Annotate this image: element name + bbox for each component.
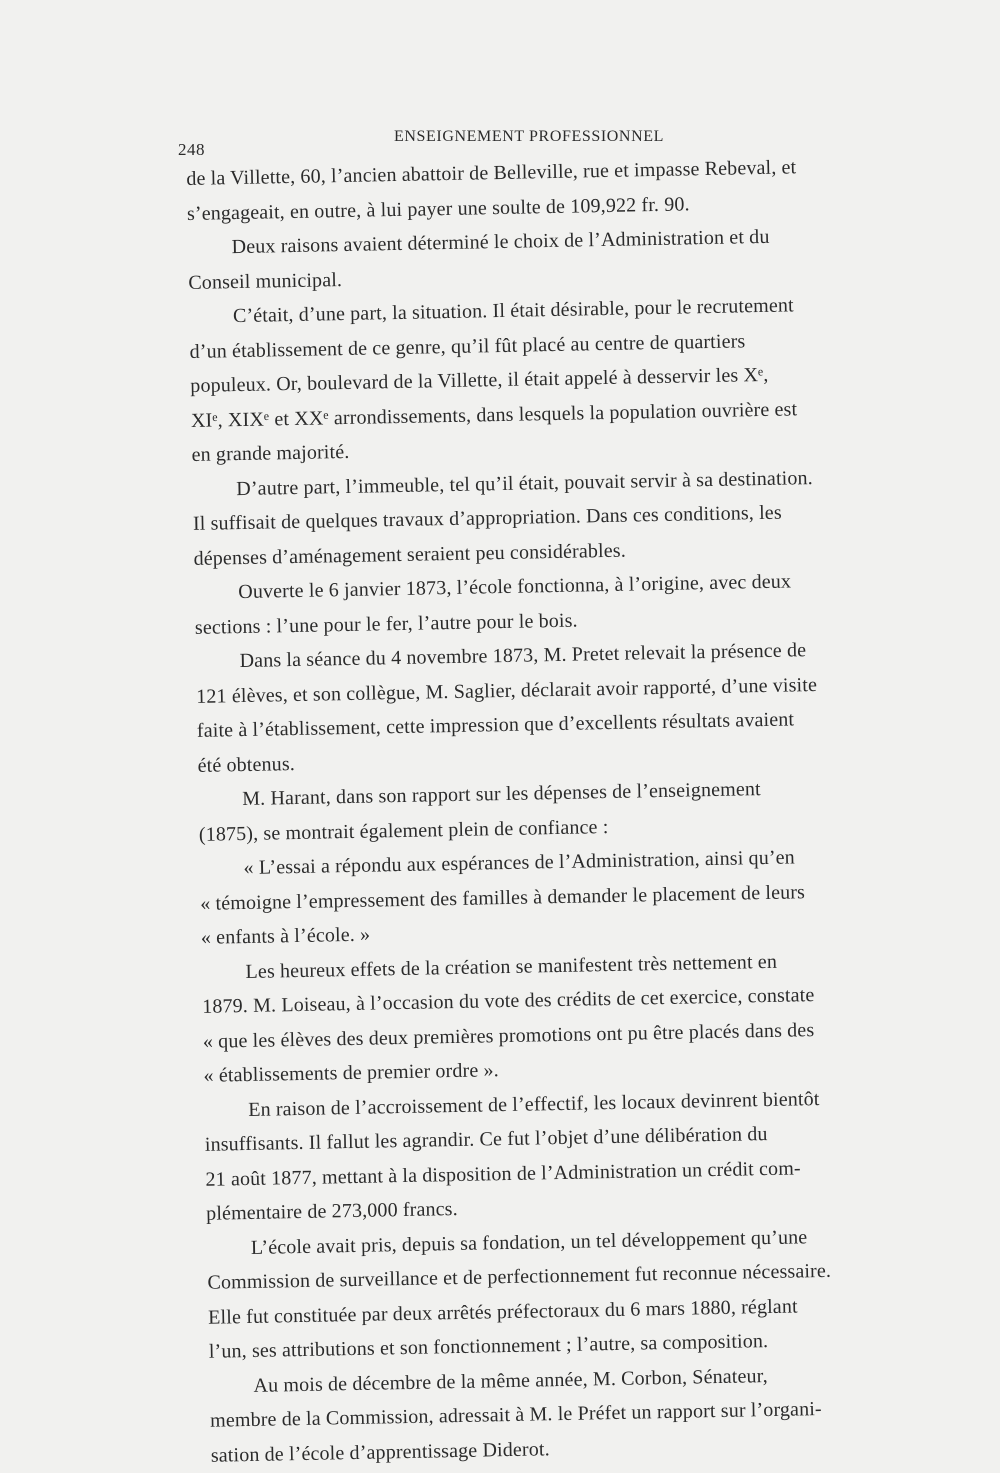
text-line: Commission de surveillance et de perfectionnement fut reconnue nécessaire. [207,1259,832,1294]
text-line: faite à l’établissement, cette impression que d’excellents résultats avaient [196,708,795,742]
text-line: 121 élèves, et son collègue, M. Saglier, déclarait avoir rapporté, d’une visite [196,673,818,708]
text-line: Conseil municipal. [188,268,343,294]
quote-line: « témoigne l’empressement des familles à demander le placement de leurs [200,880,806,915]
text-line: s’engageait, en outre, à lui payer une soulte de 109,922 fr. 90. [186,192,690,225]
paragraph-start-line: En raison de l’accroissement de l’effectif, les locaux devinrent bientôt [247,1087,820,1121]
text-line: sections : l’une pour le fer, l’autre pour le bois. [194,609,578,639]
quote-line: « que les élèves des deux premières promotions ont pu être placés dans des [202,1018,815,1053]
text-line: 21 août 1877, mettant à la disposition de l’Administration un crédit com- [205,1156,801,1191]
running-title: ENSEIGNEMENT PROFESSIONNEL [394,128,664,145]
text-line: sation de l’école d’apprentissage Diderot. [210,1437,550,1467]
quote-line: « établissements de premier ordre ». [203,1059,500,1087]
text-line: dépenses d’aménagement seraient peu considérables. [193,539,627,570]
paragraph-start-line: Les heureux effets de la création se manifestent très nettement en [245,950,778,983]
text-line: XIᵉ, XIXᵉ et XXᵉ arrondissements, dans lesquels la population ouvrière est [190,397,798,432]
text-line: d’un établissement de ce genre, qu’il fût placé au centre de quartiers [189,329,746,363]
quote-line: « L’essai a répondu aux espérances de l’Administration, ainsi qu’en [243,846,796,880]
paragraph-start-line: M. Harant, dans son rapport sur les dépenses de l’enseignement [242,778,761,811]
text-line: plémentaire de 273,000 francs. [205,1197,459,1225]
paragraph-start-line: Dans la séance du 4 novembre 1873, M. Pretet relevait la présence de [239,639,807,673]
text-line: membre de la Commission, adressait à M. le Préfet un rapport sur l’organi- [209,1398,822,1432]
quote-line: « enfants à l’école. » [200,923,371,949]
paragraph-start-line: C’était, d’une part, la situation. Il était désirable, pour le recrutement [232,294,794,328]
text-line: (1875), se montrait également plein de confiance : [198,815,609,846]
paragraph-start-line: Ouverte le 6 janvier 1873, l’école fonctionna, à l’origine, avec deux [238,570,792,604]
body-text [186,149,901,1473]
text-line: 1879. M. Loiseau, à l’occasion du vote des crédits de cet exercice, constate [202,984,815,1018]
paragraph-start-line: Deux raisons avaient déterminé le choix de l’Administration et du [231,225,770,259]
text-line: populeux. Or, boulevard de la Villette, il était appelé à desservir les Xᵉ, [190,363,769,397]
text-line: Il suffisait de quelques travaux d’appropriation. Dans ces conditions, les [192,501,782,535]
paragraph-start-line: Au mois de décembre de la même année, M. Corbon, Sénateur, [253,1364,769,1397]
paragraph-start-line: L’école avait pris, depuis sa fondation, un tel développement qu’une [250,1225,808,1259]
paragraph-start-line: D’autre part, l’immeuble, tel qu’il était, pouvait servir à sa destination. [236,466,814,500]
text-line: en grande majorité. [191,440,350,466]
text-line: insuffisants. Il fallut les agrandir. Ce fut l’objet d’une délibération du [204,1123,768,1156]
text-line: été obtenus. [197,752,296,777]
page-number: 248 [178,140,205,159]
text-line: de la Villette, 60, l’ancien abattoir de Belleville, rue et impasse Rebeval, et [186,156,797,190]
text-line: l’un, ses attributions et son fonctionnement ; l’autre, sa composition. [208,1330,769,1363]
text-line: Elle fut constituée par deux arrêtés préfectoraux du 6 mars 1880, réglant [207,1294,798,1329]
